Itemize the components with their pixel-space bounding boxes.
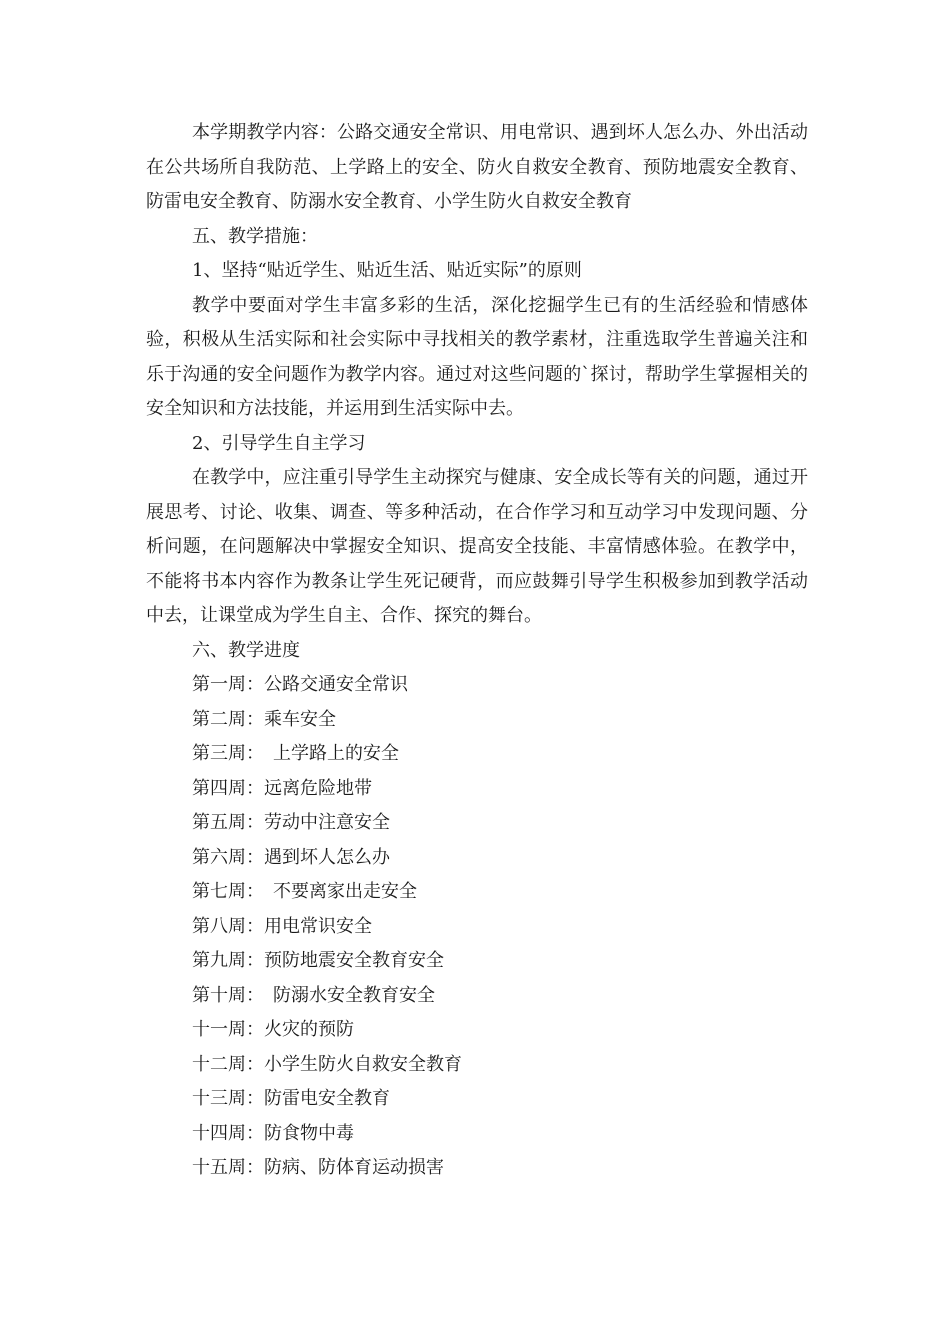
- measure-2-paragraph: 在教学中，应注重引导学生主动探究与健康、安全成长等有关的问题，通过开展思考、讨论、收集、调查、等多种活动，在合作学习和互动学习中发现问题、分析问题，在问题解决中掌握安全知识、提高安全技能、丰富情感体验。在教学中，不能将书本内容作为教条让学生死记硬背，而应鼓舞引导学生积极参加到教学活动中去，让课堂成为学生自主、合作、探究的舞台。: [146, 467, 808, 626]
- schedule-week-3: 第三周： 上学路上的安全: [192, 743, 399, 764]
- schedule-week-7: 第七周： 不要离家出走安全: [192, 881, 417, 902]
- section-heading-measures: 五、教学措施：: [192, 225, 318, 247]
- schedule-week-13: 十三周：防雷电安全教育: [192, 1088, 390, 1109]
- schedule-week-4: 第四周：远离危险地带: [192, 777, 372, 799]
- document-body: [146, 116, 808, 1186]
- teaching-content-paragraph: 本学期教学内容：公路交通安全常识、用电常识、遇到坏人怎么办、外出活动在公共场所自我防范、上学路上的安全、防火自救安全教育、预防地震安全教育、防雷电安全教育、防溺水安全教育、小学生防火自救安全教育: [146, 122, 808, 212]
- schedule-week-14: 十四周：防食物中毒: [192, 1122, 354, 1144]
- schedule-week-8: 第八周：用电常识安全: [192, 915, 372, 937]
- measure-2-title: 2、引导学生自主学习: [192, 432, 366, 454]
- schedule-week-10: 第十周： 防溺水安全教育安全: [192, 984, 435, 1006]
- measure-1-paragraph: 教学中要面对学生丰富多彩的生活，深化挖掘学生已有的生活经验和情感体验，积极从生活实际和社会实际中寻找相关的教学素材，注重选取学生普遍关注和乐于沟通的安全问题作为教学内容。通过对这些问题的`探讨，帮助学生掌握相关的安全知识和方法技能，并运用到生活实际中去。: [146, 294, 808, 419]
- schedule-week-6: 第六周：遇到坏人怎么办: [192, 846, 390, 868]
- schedule-week-5: 第五周：劳动中注意安全: [192, 812, 390, 833]
- schedule-week-1: 第一周：公路交通安全常识: [192, 674, 408, 695]
- schedule-week-2: 第二周：乘车安全: [192, 708, 336, 730]
- schedule-week-15: 十五周：防病、防体育运动损害: [192, 1157, 444, 1178]
- measure-1-title: 1、坚持“贴近学生、贴近生活、贴近实际”的原则: [192, 260, 582, 281]
- schedule-week-9: 第九周：预防地震安全教育安全: [192, 950, 444, 971]
- schedule-week-12: 十二周：小学生防火自救安全教育: [192, 1053, 462, 1075]
- schedule-week-11: 十一周：火灾的预防: [192, 1019, 354, 1040]
- section-heading-schedule: 六、教学进度: [192, 639, 300, 661]
